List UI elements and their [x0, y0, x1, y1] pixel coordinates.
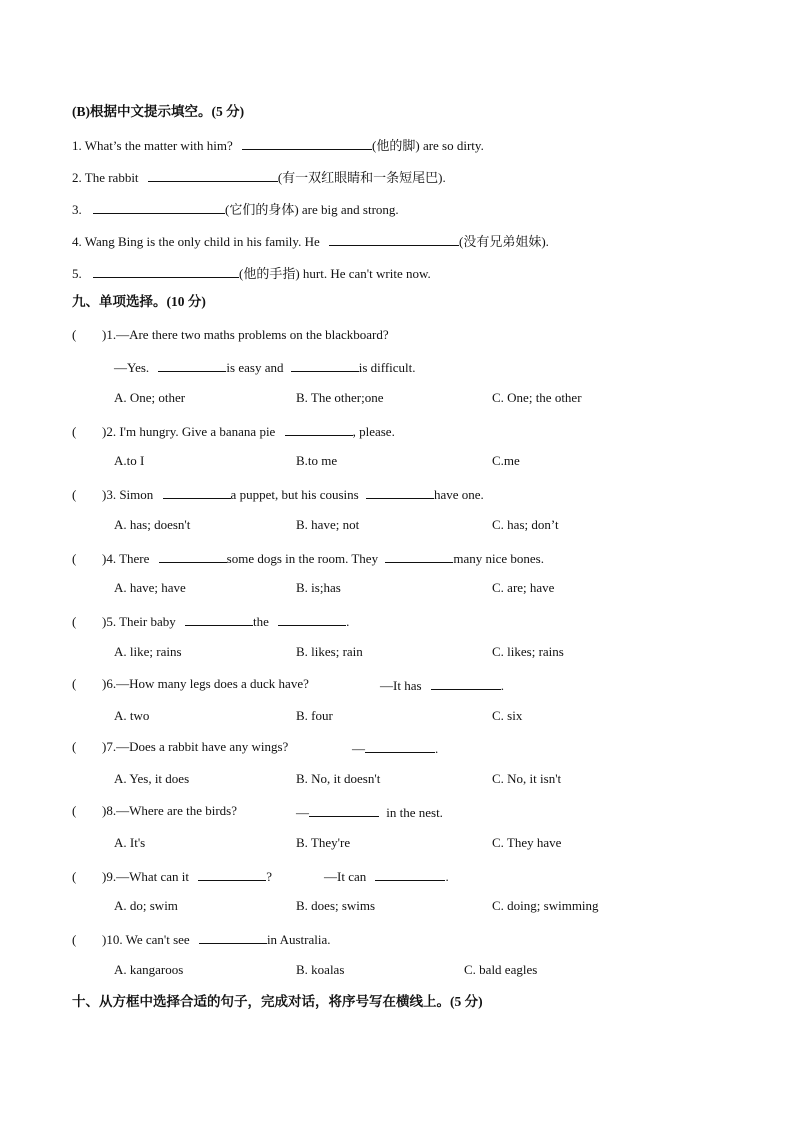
answer-blank[interactable]: [199, 930, 267, 944]
question-text: )10. We can't see: [102, 932, 190, 947]
question-4: [72, 549, 544, 567]
answer-blank[interactable]: [375, 867, 445, 881]
option-b[interactable]: B. likes; rain: [296, 644, 363, 659]
answer-blank[interactable]: [366, 485, 434, 499]
question-text: .: [445, 869, 449, 884]
option-c[interactable]: C. six: [492, 708, 523, 723]
question-text: —: [296, 805, 309, 820]
option-b[interactable]: B. is;has: [296, 580, 341, 595]
question-text: .: [346, 614, 350, 629]
answer-blank[interactable]: [285, 422, 353, 436]
answer-paren-open: (: [72, 676, 77, 691]
option-b[interactable]: B. does; swims: [296, 898, 376, 913]
option-c[interactable]: C. doing; swimming: [492, 898, 599, 913]
section-10-title: 十、从方框中选择合适的句子，完成对话，将序号写在横线上。(5 分): [72, 994, 483, 1009]
option-c[interactable]: C. No, it isn't: [492, 771, 562, 786]
option-b[interactable]: B. They're: [296, 835, 351, 850]
option-c[interactable]: C. are; have: [492, 580, 555, 595]
question-text: —It has: [380, 678, 422, 693]
answer-blank[interactable]: [309, 803, 379, 817]
question-9-answer: [324, 867, 449, 885]
answer-blank[interactable]: [365, 739, 435, 753]
answer-paren-open: (: [72, 803, 77, 818]
question-7: [72, 739, 288, 755]
answer-blank[interactable]: [329, 232, 459, 246]
answer-blank[interactable]: [163, 485, 231, 499]
option-a[interactable]: A. do; swim: [114, 898, 178, 913]
option-a[interactable]: A. two: [114, 708, 150, 723]
fill-item-hint: (没有兄弟姐妹).: [459, 234, 549, 249]
option-b[interactable]: B. koalas: [296, 962, 345, 977]
option-c[interactable]: C. They have: [492, 835, 562, 850]
question-10: [72, 930, 330, 948]
fill-item-hint: (它们的身体) are big and strong.: [225, 202, 399, 217]
fill-item-4: [72, 232, 549, 250]
answer-paren-open: (: [72, 614, 77, 629]
question-3: [72, 485, 484, 503]
fill-item-3: [72, 200, 399, 218]
fill-item-hint: (他的脚) are so dirty.: [372, 138, 484, 153]
answer-blank[interactable]: [93, 200, 225, 214]
option-b[interactable]: B. four: [296, 708, 333, 723]
option-a[interactable]: A. It's: [114, 835, 146, 850]
question-5: [72, 612, 349, 630]
answer-blank[interactable]: [93, 264, 239, 278]
question-text: .: [500, 678, 505, 693]
fill-item-text: 3.: [72, 202, 82, 217]
question-text: )3. Simon: [102, 487, 154, 502]
answer-paren-open: (: [72, 739, 77, 754]
option-a[interactable]: A. kangaroos: [114, 962, 184, 977]
fill-item-text: 4. Wang Bing is the only child in his family. He: [72, 234, 320, 249]
answer-blank[interactable]: [385, 549, 453, 563]
question-text: is difficult.: [358, 360, 416, 375]
fill-item-hint: (有一双红眼睛和一条短尾巴).: [277, 170, 446, 185]
question-1: [72, 327, 389, 343]
question-text: in the nest.: [386, 805, 443, 820]
question-6: [72, 676, 309, 692]
question-text: )6.—How many legs does a duck have?: [102, 676, 309, 691]
question-text: many nice bones.: [453, 551, 544, 566]
answer-blank[interactable]: [158, 358, 226, 372]
answer-paren-open: (: [72, 551, 77, 566]
option-b[interactable]: B.to me: [296, 453, 338, 468]
fill-item-text: 5.: [72, 266, 82, 281]
question-text: some dogs in the room. They: [226, 551, 379, 566]
answer-blank[interactable]: [185, 612, 253, 626]
option-c[interactable]: C. has; don’t: [492, 517, 559, 532]
fill-item-text: 2. The rabbit: [72, 170, 139, 185]
question-text: a puppet, but his cousins: [230, 487, 359, 502]
question-text: , please.: [352, 424, 395, 439]
question-text: )7.—Does a rabbit have any wings?: [102, 739, 289, 754]
option-a[interactable]: A. Yes, it does: [114, 771, 190, 786]
question-text: .: [435, 741, 439, 756]
question-text: —Yes.: [114, 360, 150, 375]
fill-item-text: 1. What’s the matter with him?: [72, 138, 233, 153]
question-text: )2. I'm hungry. Give a banana pie: [102, 424, 276, 439]
fill-item-1: [72, 136, 484, 154]
option-a[interactable]: A. like; rains: [114, 644, 182, 659]
option-a[interactable]: A.to I: [114, 453, 145, 468]
section-9-title: 九、单项选择。(10 分): [72, 294, 206, 309]
question-text: the: [253, 614, 269, 629]
answer-blank[interactable]: [242, 136, 372, 150]
question-text: is easy and: [226, 360, 284, 375]
question-text: )5. Their baby: [102, 614, 176, 629]
option-b[interactable]: B. The other;one: [296, 390, 384, 405]
question-text: )1.—Are there two maths problems on the blackboard?: [102, 327, 389, 342]
question-1-line2: [114, 358, 416, 376]
option-c[interactable]: C. bald eagles: [464, 962, 538, 977]
option-c[interactable]: C. One; the other: [492, 390, 582, 405]
question-8-answer: [296, 803, 443, 821]
question-6-answer: [380, 676, 504, 694]
question-text: —: [352, 741, 365, 756]
option-a[interactable]: A. has; doesn't: [114, 517, 191, 532]
question-text: —It can: [324, 869, 367, 884]
question-text: )9.—What can it: [102, 869, 189, 884]
option-a[interactable]: A. One; other: [114, 390, 186, 405]
option-a[interactable]: A. have; have: [114, 580, 186, 595]
answer-blank[interactable]: [291, 358, 359, 372]
question-text: ?: [266, 869, 273, 884]
option-b[interactable]: B. have; not: [296, 517, 360, 532]
option-c[interactable]: C.me: [492, 453, 520, 468]
question-8: [72, 803, 237, 819]
question-9: [72, 867, 272, 885]
section-b-title: (B)根据中文提示填空。(5 分): [72, 104, 245, 119]
answer-blank[interactable]: [148, 168, 278, 182]
answer-blank[interactable]: [431, 676, 501, 690]
question-text: in Australia.: [266, 932, 331, 947]
answer-paren-open: (: [72, 424, 77, 439]
answer-paren-open: (: [72, 869, 77, 884]
fill-item-2: [72, 168, 446, 186]
fill-item-hint: (他的手指) hurt. He can't write now.: [239, 266, 431, 281]
question-2: [72, 422, 395, 440]
question-text: have one.: [433, 487, 484, 502]
option-b[interactable]: B. No, it doesn't: [296, 771, 381, 786]
fill-item-5: [72, 264, 431, 282]
answer-paren-open: (: [72, 327, 77, 342]
answer-paren-open: (: [72, 932, 77, 947]
option-c[interactable]: C. likes; rains: [492, 644, 564, 659]
question-7-answer: [352, 739, 438, 757]
question-text: )4. There: [102, 551, 150, 566]
answer-paren-open: (: [72, 487, 77, 502]
answer-blank[interactable]: [278, 612, 346, 626]
answer-blank[interactable]: [159, 549, 227, 563]
question-text: )8.—Where are the birds?: [102, 803, 237, 818]
answer-blank[interactable]: [198, 867, 266, 881]
